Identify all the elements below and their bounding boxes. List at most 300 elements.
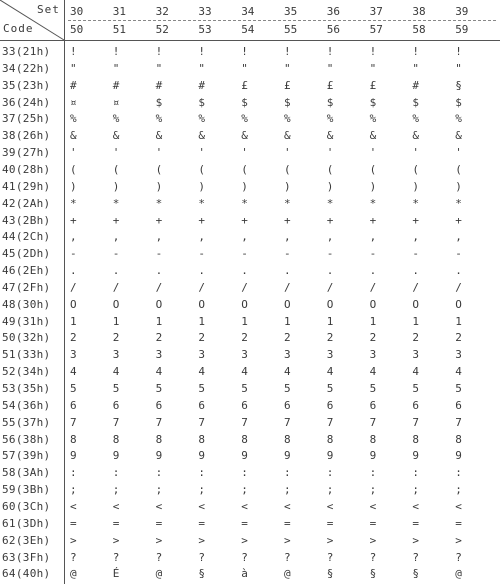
table-cell: ? [70, 550, 77, 564]
table-cell: ? [155, 550, 163, 564]
table-cell: 3 [112, 348, 120, 362]
table-cell: 6 [112, 398, 120, 412]
table-cell: , [326, 230, 334, 244]
table-cell: ) [455, 179, 462, 193]
column-set-number-bottom: 56 [326, 23, 341, 36]
table-cell: / [155, 280, 163, 294]
table-cell: 6 [241, 398, 248, 412]
column-set-number-top: 37 [369, 5, 383, 18]
table-cell: / [369, 280, 377, 294]
table-cell: 8 [155, 432, 163, 446]
table-cell: < [455, 499, 462, 513]
table-cell: ' [241, 146, 248, 160]
table-cell: 1 [70, 314, 77, 328]
table-cell: & [455, 129, 462, 143]
table-cell: 4 [241, 365, 248, 379]
table-cell: O [326, 297, 334, 311]
table-cell: 5 [70, 382, 77, 395]
row-header-divider [64, 0, 65, 584]
table-cell: " [70, 61, 77, 75]
table-cell: ( [412, 162, 420, 176]
table-cell: ? [412, 550, 420, 564]
table-cell: £ [284, 78, 291, 92]
table-cell: % [70, 112, 77, 126]
table-cell: = [412, 516, 420, 530]
table-cell: O [455, 297, 462, 311]
table-cell: + [241, 213, 248, 227]
table-cell: > [112, 533, 120, 547]
table-cell: ! [155, 45, 163, 58]
table-cell: < [70, 499, 77, 513]
table-cell: & [412, 129, 420, 143]
row-code-label: 61(3Dh) [2, 516, 51, 530]
column-set-number-bottom: 53 [198, 23, 212, 36]
table-cell: = [241, 516, 248, 530]
table-cell: - [241, 247, 248, 261]
row-code-label: 53(35h) [2, 382, 51, 395]
row-code-label: 54(36h) [2, 398, 51, 412]
table-cell: - [369, 247, 377, 261]
table-cell: = [284, 516, 291, 530]
table-cell: ! [326, 45, 334, 58]
table-cell: ' [112, 146, 120, 160]
table-cell: : [198, 466, 206, 480]
table-cell: 5 [284, 382, 291, 395]
table-cell: % [284, 112, 291, 126]
table-cell: & [326, 129, 334, 143]
table-cell: 1 [369, 314, 377, 328]
table-cell: ) [155, 179, 163, 193]
table-cell: + [198, 213, 206, 227]
table-cell: - [112, 247, 120, 261]
table-cell: 8 [284, 432, 291, 446]
column-set-number-bottom: 51 [112, 23, 127, 36]
table-cell: > [198, 533, 206, 547]
table-cell: ) [241, 179, 248, 193]
table-cell: ) [369, 179, 377, 193]
table-cell: . [326, 264, 334, 278]
table-cell: ' [326, 146, 334, 160]
row-code-label: 37(25h) [2, 112, 51, 126]
row-code-label: 57(39h) [2, 449, 51, 463]
table-cell: 6 [455, 398, 462, 412]
table-cell: 9 [369, 449, 377, 463]
table-cell: ? [369, 550, 377, 564]
table-cell: # [412, 78, 420, 92]
code-header-label: Code [3, 22, 34, 35]
table-cell: 4 [112, 365, 120, 379]
row-code-label: 64(40h) [2, 567, 51, 581]
table-cell: O [369, 297, 377, 311]
column-set-number-top: 30 [70, 5, 84, 18]
table-cell: 8 [112, 432, 120, 446]
table-cell: O [155, 297, 163, 311]
set-number-separator [68, 20, 496, 21]
column-set-number-top: 31 [112, 5, 127, 18]
table-cell: > [155, 533, 163, 547]
table-cell: O [284, 297, 291, 311]
table-cell: 1 [241, 314, 248, 328]
table-cell: ) [112, 179, 120, 193]
table-cell: & [241, 129, 248, 143]
table-cell: - [284, 247, 291, 261]
table-cell: 3 [155, 348, 163, 362]
table-cell: 6 [155, 398, 163, 412]
table-cell: " [284, 61, 291, 75]
table-cell: % [241, 112, 248, 126]
table-cell: + [112, 213, 120, 227]
row-code-label: 55(37h) [2, 415, 51, 429]
table-cell: < [369, 499, 377, 513]
column-set-number-top: 38 [412, 5, 426, 18]
table-cell: ( [455, 162, 462, 176]
table-cell: 7 [369, 415, 377, 429]
table-cell: , [241, 230, 248, 244]
table-cell: 8 [241, 432, 248, 446]
table-cell: £ [369, 78, 377, 92]
row-code-label: 33(21h) [2, 45, 51, 58]
table-cell: £ [326, 78, 334, 92]
row-code-label: 35(23h) [2, 78, 51, 92]
table-cell: 5 [369, 382, 377, 395]
table-cell: ? [241, 550, 248, 564]
table-cell: : [70, 466, 77, 480]
table-cell: . [155, 264, 163, 278]
table-cell: # [155, 78, 163, 92]
table-cell: ; [70, 483, 77, 497]
table-cell: ( [326, 162, 334, 176]
table-cell: . [284, 264, 291, 278]
table-cell: 5 [112, 382, 120, 395]
table-cell: ¤ [112, 95, 120, 109]
table-cell: ( [112, 162, 120, 176]
row-code-label: 50(32h) [2, 331, 51, 345]
table-cell: * [70, 196, 77, 210]
table-cell: & [369, 129, 377, 143]
row-code-label: 62(3Eh) [2, 533, 51, 547]
table-cell: ? [284, 550, 291, 564]
table-cell: ' [198, 146, 206, 160]
table-cell: @ [155, 567, 163, 581]
table-cell: . [455, 264, 462, 278]
table-cell: - [326, 247, 334, 261]
table-cell: ! [112, 45, 120, 58]
table-cell: 6 [284, 398, 291, 412]
table-cell: @ [70, 567, 77, 581]
table-cell: ' [70, 146, 77, 160]
table-cell: + [155, 213, 163, 227]
table-cell: = [455, 516, 462, 530]
table-cell: * [455, 196, 462, 210]
table-cell: : [112, 466, 120, 480]
table-cell: = [70, 516, 77, 530]
table-cell: 7 [155, 415, 163, 429]
table-cell: / [198, 280, 206, 294]
table-cell: 9 [412, 449, 420, 463]
table-cell: / [112, 280, 120, 294]
table-cell: ( [241, 162, 248, 176]
table-cell: ? [112, 550, 120, 564]
table-cell: 2 [412, 331, 420, 345]
table-cell: ; [326, 483, 334, 497]
column-set-number-top: 32 [155, 5, 169, 18]
table-cell: 9 [241, 449, 248, 463]
table-cell: / [412, 280, 420, 294]
table-cell: > [284, 533, 291, 547]
table-cell: @ [455, 567, 462, 581]
table-cell: * [369, 196, 377, 210]
table-cell: * [284, 196, 291, 210]
table-cell: 4 [284, 365, 291, 379]
row-code-label: 45(2Dh) [2, 247, 51, 261]
table-cell: & [198, 129, 206, 143]
table-cell: 3 [326, 348, 334, 362]
table-cell: 1 [155, 314, 163, 328]
table-cell: 1 [112, 314, 120, 328]
table-cell: 3 [455, 348, 462, 362]
table-cell: : [326, 466, 334, 480]
table-cell: 6 [369, 398, 377, 412]
table-cell: ; [369, 483, 377, 497]
table-cell: , [198, 230, 206, 244]
table-cell: ? [455, 550, 462, 564]
table-cell: ; [455, 483, 462, 497]
table-cell: 4 [412, 365, 420, 379]
table-cell: , [284, 230, 291, 244]
table-cell: 7 [455, 415, 462, 429]
table-cell: § [198, 567, 206, 581]
table-cell: * [412, 196, 420, 210]
row-code-label: 38(26h) [2, 129, 51, 143]
table-cell: $ [155, 95, 163, 109]
row-code-label: 48(30h) [2, 297, 51, 311]
table-cell: 5 [455, 382, 462, 395]
table-cell: ( [284, 162, 291, 176]
table-cell: 8 [369, 432, 377, 446]
table-cell: 5 [326, 382, 334, 395]
table-cell: < [198, 499, 206, 513]
table-cell: " [198, 61, 206, 75]
table-cell: ( [198, 162, 206, 176]
table-cell: = [155, 516, 163, 530]
table-cell: ( [70, 162, 77, 176]
table-cell: 7 [284, 415, 291, 429]
table-cell: = [369, 516, 377, 530]
row-code-label: 44(2Ch) [2, 230, 51, 244]
table-cell: ) [198, 179, 206, 193]
table-cell: § [369, 567, 377, 581]
table-cell: / [326, 280, 334, 294]
table-cell: $ [455, 95, 462, 109]
table-cell: ¤ [70, 95, 77, 109]
table-cell: ' [412, 146, 420, 160]
table-cell: % [198, 112, 206, 126]
table-cell: . [241, 264, 248, 278]
table-cell: 1 [412, 314, 420, 328]
table-cell: * [326, 196, 334, 210]
table-cell: : [455, 466, 462, 480]
row-code-label: 40(28h) [2, 162, 51, 176]
table-cell: : [412, 466, 420, 480]
table-cell: - [70, 247, 77, 261]
table-cell: + [412, 213, 420, 227]
table-cell: , [155, 230, 163, 244]
table-cell: , [70, 230, 77, 244]
column-set-number-top: 39 [455, 5, 469, 18]
table-cell: < [284, 499, 291, 513]
row-code-label: 46(2Eh) [2, 264, 51, 278]
table-cell: . [70, 264, 77, 278]
table-cell: - [455, 247, 462, 261]
row-code-label: 41(29h) [2, 179, 51, 193]
table-cell: 4 [326, 365, 334, 379]
table-cell: O [112, 297, 120, 311]
table-cell: 7 [112, 415, 120, 429]
table-cell: 9 [198, 449, 206, 463]
table-cell: ) [284, 179, 291, 193]
table-cell: " [455, 61, 462, 75]
table-cell: / [70, 280, 77, 294]
table-cell: O [198, 297, 206, 311]
table-cell: < [155, 499, 163, 513]
table-cell: 9 [70, 449, 77, 463]
table-cell: 8 [455, 432, 462, 446]
table-cell: 5 [198, 382, 206, 395]
table-cell: O [412, 297, 420, 311]
table-cell: @ [284, 567, 291, 581]
table-cell: 2 [241, 331, 248, 345]
table-cell: ; [155, 483, 163, 497]
table-cell: 7 [412, 415, 420, 429]
table-cell: " [112, 61, 120, 75]
table-cell: 3 [369, 348, 377, 362]
table-cell: - [155, 247, 163, 261]
table-cell: ; [198, 483, 206, 497]
table-cell: 7 [70, 415, 77, 429]
table-cell: à [241, 567, 248, 581]
table-cell: 3 [70, 348, 77, 362]
table-cell: 6 [326, 398, 334, 412]
column-set-number-bottom: 55 [284, 23, 298, 36]
table-cell: $ [284, 95, 291, 109]
table-cell: 1 [326, 314, 334, 328]
table-cell: 3 [284, 348, 291, 362]
table-cell: 3 [241, 348, 248, 362]
table-cell: , [455, 230, 462, 244]
row-code-label: 58(3Ah) [2, 466, 51, 480]
table-cell: * [112, 196, 120, 210]
table-cell: ! [284, 45, 291, 58]
column-set-number-bottom: 57 [369, 23, 383, 36]
table-cell: % [112, 112, 120, 126]
table-cell: § [326, 567, 334, 581]
table-cell: ? [198, 550, 206, 564]
table-cell: > [241, 533, 248, 547]
table-cell: 7 [198, 415, 206, 429]
set-header-label: Set [37, 3, 60, 16]
table-cell: $ [326, 95, 334, 109]
table-cell: $ [369, 95, 377, 109]
table-cell: " [369, 61, 377, 75]
table-cell: > [369, 533, 377, 547]
table-cell: 6 [198, 398, 206, 412]
table-cell: : [155, 466, 163, 480]
table-cell: , [112, 230, 120, 244]
table-cell: ; [112, 483, 120, 497]
table-cell: 2 [326, 331, 334, 345]
table-cell: * [155, 196, 163, 210]
table-cell: < [326, 499, 334, 513]
row-code-label: 52(34h) [2, 365, 51, 379]
column-set-number-bottom: 58 [412, 23, 426, 36]
row-code-label: 34(22h) [2, 61, 51, 75]
table-cell: 1 [198, 314, 206, 328]
table-cell: 2 [369, 331, 377, 345]
table-cell: 8 [70, 432, 77, 446]
table-cell: . [369, 264, 377, 278]
table-cell: % [412, 112, 420, 126]
table-cell: ! [241, 45, 248, 58]
table-cell: + [284, 213, 291, 227]
table-cell: % [326, 112, 334, 126]
table-cell: 8 [326, 432, 334, 446]
table-cell: + [326, 213, 334, 227]
table-cell: : [241, 466, 248, 480]
table-cell: ! [70, 45, 77, 58]
table-cell: , [412, 230, 420, 244]
table-cell: # [70, 78, 77, 92]
table-cell: 6 [412, 398, 420, 412]
table-cell: 4 [455, 365, 462, 379]
table-cell: § [412, 567, 420, 581]
table-cell: 7 [326, 415, 334, 429]
table-cell: ( [155, 162, 163, 176]
table-cell: * [198, 196, 206, 210]
table-cell: ! [412, 45, 420, 58]
table-cell: ! [198, 45, 206, 58]
row-code-label: 51(33h) [2, 348, 51, 362]
table-cell: > [70, 533, 77, 547]
table-cell: , [369, 230, 377, 244]
table-cell: 9 [455, 449, 462, 463]
table-cell: " [241, 61, 248, 75]
table-cell: 2 [112, 331, 120, 345]
table-cell: . [412, 264, 420, 278]
table-cell: 3 [198, 348, 206, 362]
table-cell: " [155, 61, 163, 75]
table-cell: ( [369, 162, 377, 176]
column-set-number-bottom: 54 [241, 23, 255, 36]
table-cell: ) [326, 179, 334, 193]
table-cell: < [241, 499, 248, 513]
table-cell: / [284, 280, 291, 294]
table-cell: ' [284, 146, 291, 160]
table-cell: ; [241, 483, 248, 497]
table-cell: £ [241, 78, 248, 92]
table-cell: 9 [155, 449, 163, 463]
table-cell: . [198, 264, 206, 278]
table-cell: " [326, 61, 334, 75]
table-cell: 7 [241, 415, 248, 429]
table-cell: 4 [155, 365, 163, 379]
table-cell: & [155, 129, 163, 143]
table-cell: 2 [70, 331, 77, 345]
table-cell: - [412, 247, 420, 261]
row-code-label: 56(38h) [2, 432, 51, 446]
table-cell: # [198, 78, 206, 92]
table-cell: : [284, 466, 291, 480]
table-cell: ' [369, 146, 377, 160]
